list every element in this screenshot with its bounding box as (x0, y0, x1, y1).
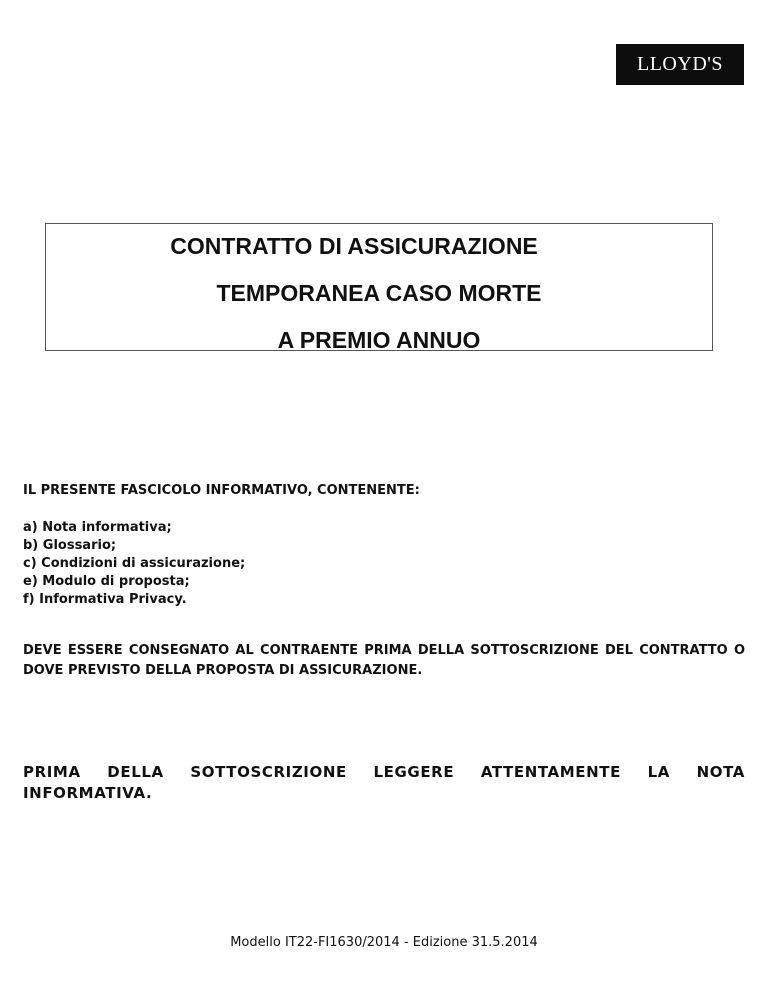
reading-warning: PRIMA DELLA SOTTOSCRIZIONE LEGGERE ATTENTAMENTE LA NOTA INFORMATIVA. (23, 763, 745, 802)
lloyds-logo (616, 44, 744, 85)
list-item: b) Glossario; (23, 538, 117, 553)
list-item: c) Condizioni di assicurazione; (23, 556, 246, 571)
list-item: f) Informativa Privacy. (23, 592, 187, 607)
title-line-2: TEMPORANEA CASO MORTE (216, 280, 542, 306)
logo-text: LLOYD'S (637, 53, 723, 75)
title-line-3: A PREMIO ANNUO (277, 327, 481, 353)
contents-intro: IL PRESENTE FASCICOLO INFORMATIVO, CONTENENTE: (23, 483, 420, 498)
title-box (45, 223, 713, 351)
document-footer: Modello IT22-FI1630/2014 - Edizione 31.5.2014 (230, 935, 538, 950)
list-item: e) Modulo di proposta; (23, 574, 190, 589)
contents-list (23, 519, 745, 609)
list-item: a) Nota informativa; (23, 520, 172, 535)
delivery-notice: DEVE ESSERE CONSEGNATO AL CONTRAENTE PRIMA DELLA SOTTOSCRIZIONE DEL CONTRATTO O DOVE PREVISTO DELLA PROPOSTA DI ASSICURAZIONE. (23, 643, 745, 678)
title-line-1: CONTRATTO DI ASSICURAZIONE (170, 233, 538, 259)
